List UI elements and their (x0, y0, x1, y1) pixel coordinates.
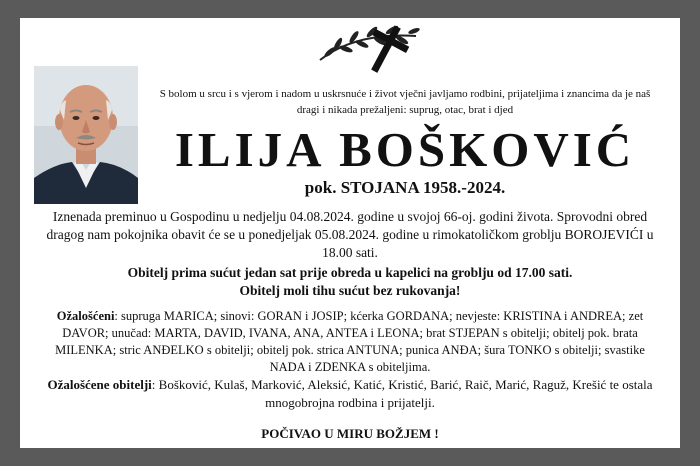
death-and-funeral-notice: Iznenada preminuo u Gospodinu u nedjelju 04.08.2024. godine u svojoj 66-oj. godini života. Sprovodni obred dragog nam pokojnika obavit će se u ponedjeljak 05.08.2024. godine u rimokatoličkom groblju BOROJEVIĆI u 18.00 sati. (46, 209, 654, 260)
condolence-info (42, 264, 658, 300)
request-line: Obitelj moli tihu sućut bez rukovanja! (239, 283, 461, 298)
mourners-paragraph (42, 308, 658, 376)
father-and-life-dates: pok. STOJANA 1958.-2024. (304, 178, 506, 197)
families-paragraph (42, 376, 658, 412)
intro-text: S bolom u srcu i s vjerom i nadom u uskrsnuće i život vječni javljamo rodbini, prijateljima i znancima da je naš dragi i nikada prežaljeni: suprug, otac, brat i djed (159, 88, 651, 116)
deceased-name: ILIJA BOŠKOVIĆ (174, 122, 636, 177)
families-label: Ožalošćene obitelji (47, 377, 152, 392)
closing-line: POČIVAO U MIRU BOŽJEM ! (261, 426, 439, 441)
mourners-list: : supruga MARICA; sinovi: GORAN i JOSIP; kćerka GORDANA; nevjeste: KRISTINA i ANDREA; zet DAVOR; unučad: MARTA, DAVID, IVANA, ANA, ANTEA i LEONA; brat STJEPAN s obitelji; obitelj pok. brata MILENKA; stric ANĐELKO s obitelji; obitelj pok. strica ANTUNA; punica ANĐA; šura TONKO s obitelji; svastike NADA i ZDENKA s obiteljima. (55, 309, 645, 374)
portrait-photo (34, 66, 138, 204)
families-list: : Bošković, Kulaš, Marković, Aleksić, Katić, Kristić, Barić, Raič, Marić, Raguž, Krešić te ostala mnogobrojna rodbina i prijatelji. (151, 377, 653, 410)
condolence-line: Obitelj prima sućut jedan sat prije obreda u kapelici na groblju od 17.00 sati. (127, 265, 573, 280)
obituary-card (20, 18, 680, 448)
mourners-label: Ožalošćeni (56, 309, 115, 323)
cross-with-olive-branch-icon (316, 22, 434, 74)
